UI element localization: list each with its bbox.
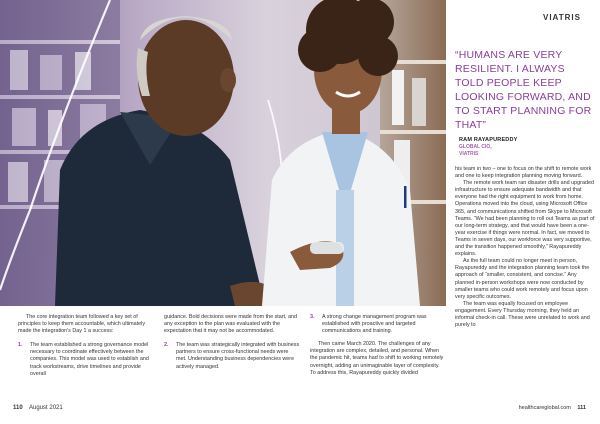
principle-item-2 <box>164 342 300 370</box>
quote-attribution-role <box>459 144 492 157</box>
pull-quote: “HUMANS ARE VERY RESILIENT. I ALWAYS TOLD PEOPLE KEEP LOOKING FORWARD, AND TO START PLANNING FOR THAT” <box>455 49 592 131</box>
right-paragraph: As the full team could no longer meet in person, Rayapureddy and the integration planning team took the approach of “smaller, consistent, and concise.” Any planned in-person workshops were now conducted by smaller teams who could work remotely and focus upon very specific outcomes. <box>455 258 590 300</box>
left-page-number: 110 <box>13 405 23 411</box>
column-2 <box>164 314 300 377</box>
right-paragraph: his team in two – one to focus on the shift to remote work and one to keep integration planning moving forward. <box>455 166 592 180</box>
role-line-2: VIATRIS <box>459 150 479 157</box>
right-column-body <box>455 166 595 329</box>
footer-right <box>519 405 586 411</box>
item-text: The team was strategically integrated with business partners to ensure cross-functional needs were met. Understanding business dependencies were actively managed. <box>176 342 300 370</box>
site-url: healthcareglobal.com <box>518 405 571 411</box>
column-3 <box>310 314 446 384</box>
role-line-1: GLOBAL CIO, <box>459 144 492 150</box>
right-page-number: 111 <box>577 405 586 411</box>
quote-attribution-name: RAM RAYAPUREDDY <box>459 137 518 143</box>
item-number: 1. <box>18 342 23 349</box>
item-number: 2. <box>164 342 169 349</box>
item-number: 3. <box>310 314 315 320</box>
item-text: The team established a strong governance model necessary to coordinate effectively between the companies. This model was used to establish and track workstreams, drive timelines and provide overall <box>30 342 149 377</box>
issue-date: August 2021 <box>29 405 63 411</box>
brand-logo-text: VIATRIS <box>543 13 581 22</box>
right-paragraph: The team was equally focused on employee engagement. Every Thursday morning, they held an informal check-in call. These were unrelated to work and purely to <box>455 300 590 329</box>
column-3-body: Then came March 2020. The challenges of any integration are complex, detailed, and personal. When the pandemic hit, teams had to shift to working remotely overnight, adding an unimaginable layer of complexity. To address this, Rayapureddy quickly divided <box>310 341 444 376</box>
item-text: A strong change management program was established with proactive and targeted communications and training. <box>322 314 427 335</box>
principle-item-1 <box>18 342 154 377</box>
column-2-intro: guidance. Bold decisions were made from the start, and any exception to the plan was evaluated with the expectation that it may not be accommodated. <box>164 314 298 335</box>
column-1-intro: The core integration team followed a key set of principles to keep them accountable, which ultimately made the integration's Day 1 a success: <box>18 314 146 335</box>
right-paragraph: The remote work team ran disaster drills and upgraded infrastructure to ensure adequate bandwidth and that everyone had the right equipment to work from home. Operations moved into the cloud, using Microsoft Office 365, and communications shifted from Skype to Microsoft Teams. “We had been planning to roll out Teams as part of our long-term strategy, and that would have been a one-year exercise if things were normal. In fact, we moved to Teams in seven days, our workforce was very supportive, and the transition happened smoothly,” Rayapureddy explains. <box>455 180 595 258</box>
principle-item-3 <box>310 314 446 335</box>
column-1 <box>18 314 154 384</box>
footer-left <box>13 405 63 411</box>
